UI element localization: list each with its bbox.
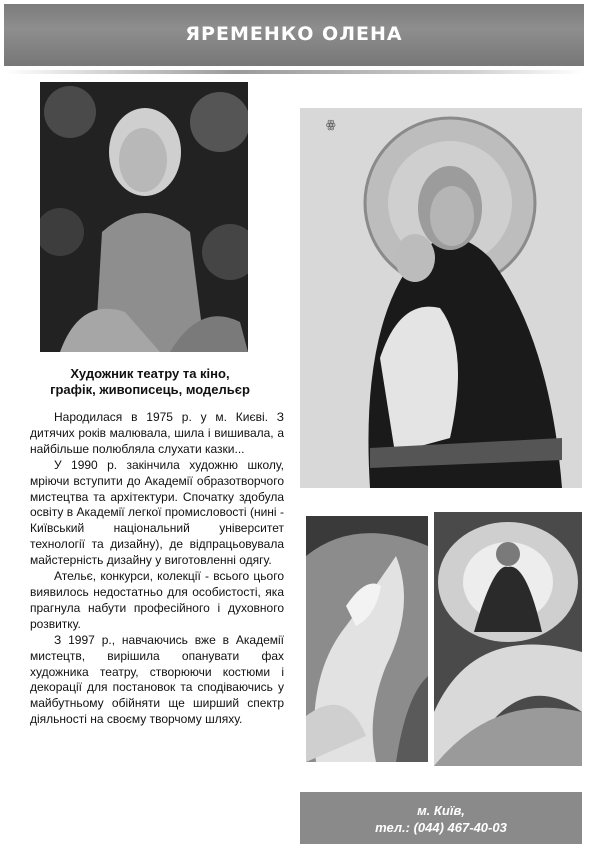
bio-paragraph: Народилася в 1975 р. у м. Києві. З дитячих років малювала, шила і вишивала, а найбільше полюбляла слухати казки... [30, 410, 284, 456]
portrait-photo [40, 82, 248, 352]
artist-description [30, 366, 270, 398]
header-bar [4, 4, 584, 66]
fantasy-painting-left [306, 516, 428, 762]
svg-text:ꙮ: ꙮ [326, 119, 336, 131]
bio-paragraph: Ательє, конкурси, колекції - всього цього виявилось недостатньо для особистості, яка прагнула набути професійного і духовного розвитку. [30, 569, 284, 631]
fantasy-painting-right [434, 512, 582, 766]
bio-paragraph: У 1990 р. закінчила художню школу, мріючи вступити до Академії образотворчого мистецтва та архітектури. Спочатку здобула освіту в Академії легкої промисловості (нині - Київський національний університет технології та дизайну), де відпрацьовувала майстерність дизайну у виготовленні одягу. [30, 457, 284, 568]
header-divider [4, 70, 584, 74]
subtitle-line: графік, живописець, модельєр [50, 382, 250, 397]
contact-phone: тел.: (044) 467-40-03 [375, 820, 507, 835]
madonna-icon-painting [300, 108, 582, 488]
biography [30, 410, 284, 728]
page-title: ЯРЕМЕНКО ОЛЕНА [185, 23, 403, 45]
bio-paragraph: З 1997 р., навчаючись вже в Академії мистецтв, вирішила опанувати фах художника театру, створюючи костюми і декорації для постановок та сподіваючись у майбутньому обійняти ще ширший спектр діяльності на своєму творчому шляху. [30, 632, 284, 727]
subtitle-line: Художник театру та кіно, [70, 366, 230, 381]
contact-city: м. Київ, [417, 803, 465, 818]
contact-box [300, 792, 582, 844]
